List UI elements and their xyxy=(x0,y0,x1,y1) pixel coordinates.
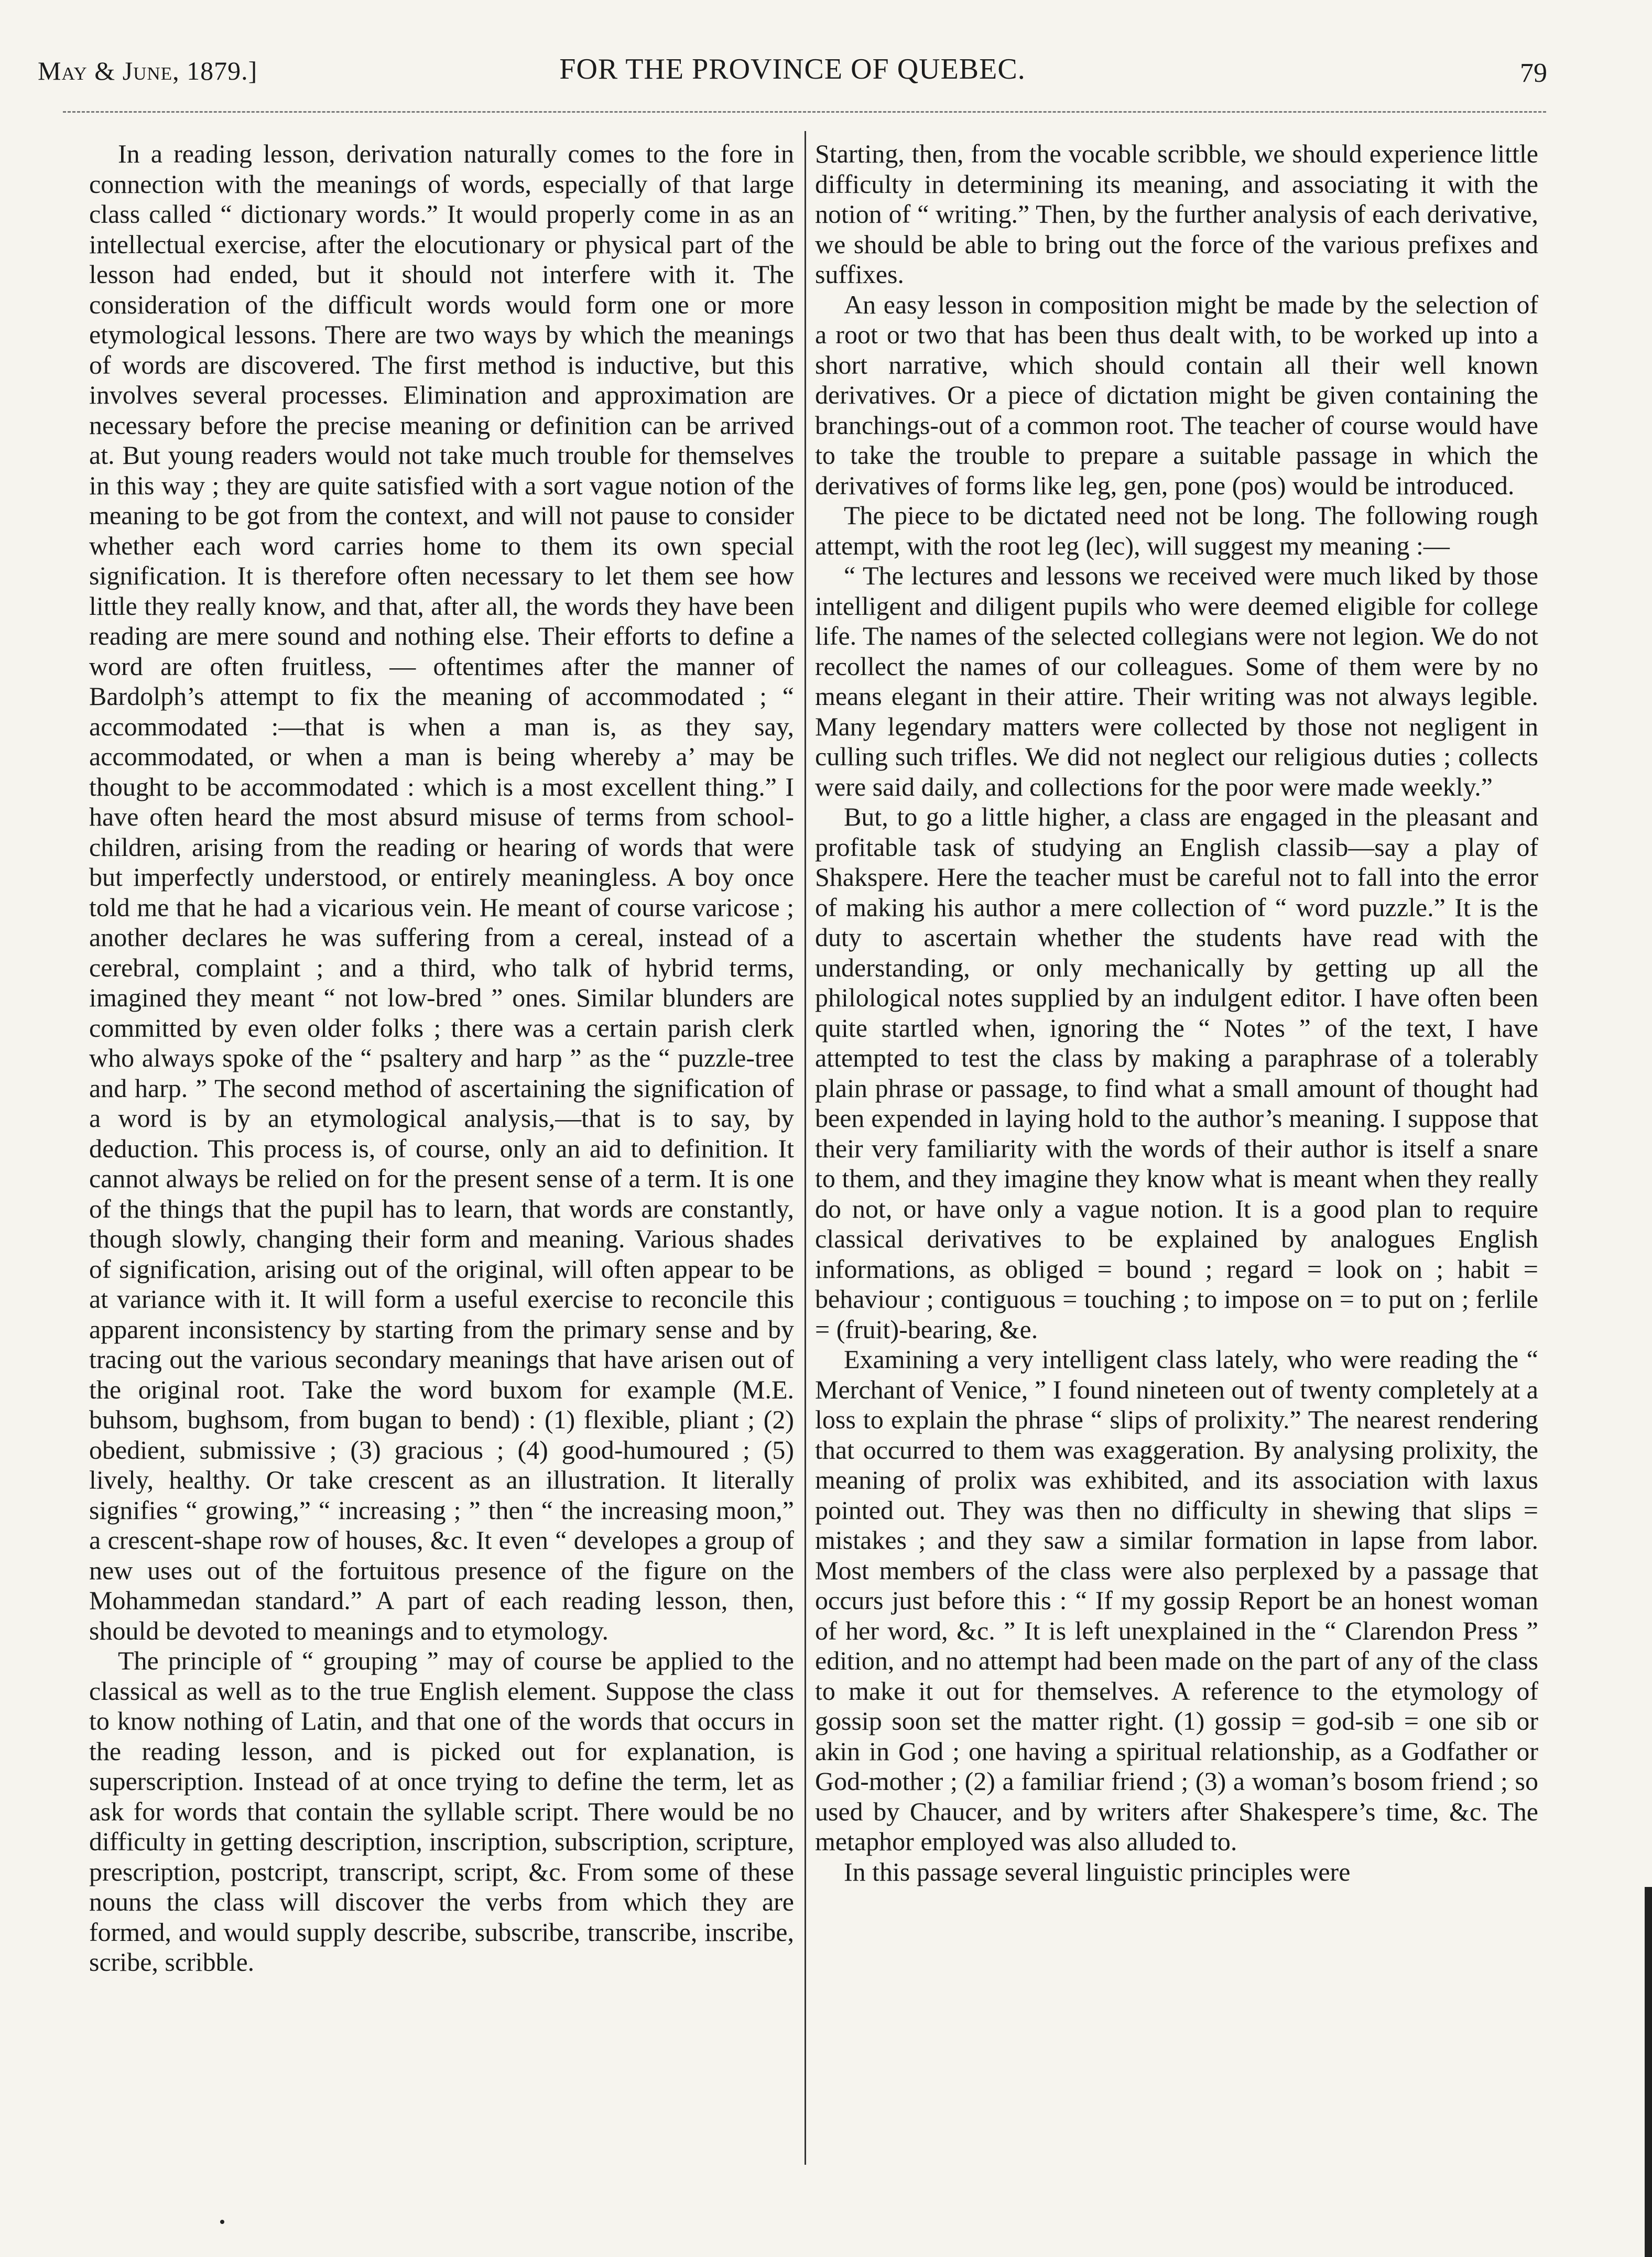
ink-speck xyxy=(220,2220,224,2224)
paragraph: The piece to be dictated need not be long. The following rough attempt, with the root leg (lec), will suggest my meaning :— xyxy=(815,501,1538,560)
paragraph: An easy lesson in composition might be made by the selection of a root or two that has been thus dealt with, to be worked up into a short narrative, which should contain all their well known derivatives. Or a piece of dictation might be given containing the branchings-out of a common root. The teacher of course would have to take the trouble to prepare a suitable passage in which the derivatives of forms like leg, gen, pone (pos) would be introduced. xyxy=(815,289,1538,500)
right-column xyxy=(815,139,1538,2167)
paragraph: In a reading lesson, derivation naturally comes to the fore in connection with the meanings of words, especially of that large class called “ dictionary words.” It would properly come in as an intellectual exercise, after the elocutionary or physical part of the lesson had ended, but it should not interfere with it. The consideration of the difficult words would form one or more etymological lessons. There are two ways by which the meanings of words are discovered. The first method is inductive, but this involves several processes. Elimination and approximation are necessary before the precise meaning or definition can be arrived at. But young readers would not take much trouble for themselves in this way ; they are quite satisfied with a sort vague notion of the meaning to be got from the context, and will not pause to consider whether each word carries home to them its own special signification. It is therefore often necessary to let them see how little they really know, and that, after all, the words they have been reading are mere sound and nothing else. Their efforts to define a word are often fruitless, — oftentimes after the manner of Bardolph’s attempt to fix the meaning of accommodated ; “ accommodated :—that is when a man is, as they say, accommodated, or when a man is being whereby a’ may be thought to be accommodated : which is a most excellent thing.” I have often heard the most absurd misuse of terms from school-children, arising from the reading or hearing of words that were but imperfectly understood, or entirely meaningless. A boy once told me that he had a vicarious vein. He meant of course varicose ; another declares he was suffering from a cereal, instead of a cerebral, complaint ; and a third, who talk of hybrid terms, imagined they meant “ not low-bred ” ones. Similar blunders are committed by even older folks ; there was a certain parish clerk who always spoke of the “ psaltery and harp ” as the “ puzzle-tree and harp. ” The second method of ascertaining the signification of a word is by an etymological analysis,—that is to say, by deduction. This process is, of course, only an aid to definition. It cannot always be relied on for the present sense of a term. It is one of the things that the pupil has to learn, that words are constantly, though slowly, changing their form and meaning. Various shades of signification, arising out of the original, will often appear to be at variance with it. It will form a useful exercise to reconcile this apparent inconsistency by starting from the primary sense and by tracing out the various secondary meanings that have arisen out of the original root. Take the word buxom for example (M.E. buhsom, bughsom, from bugan to bend) : (1) flexible, pliant ; (2) obedient, submissive ; (3) gracious ; (4) good-humoured ; (5) lively, healthy. Or take crescent as an illustration. It literally signifies “ growing,” “ increasing ; ” then “ the increasing moon,” a crescent-shape row of houses, &c. It even “ developes a group of new uses out of the fortuitous presence of the figure on the Mohammedan standard.” A part of each reading lesson, then, should be devoted to meanings and to etymology. xyxy=(89,139,794,1645)
paragraph: Starting, then, from the vocable scribble, we should experience little difficulty in determining its meaning, and associating it with the notion of “ writing.” Then, by the further analysis of each derivative, we should be able to bring out the force of the various prefixes and suffixes. xyxy=(815,139,1538,289)
page-edge-shadow xyxy=(1645,1887,1652,2257)
header-rule xyxy=(63,111,1546,113)
column-divider xyxy=(805,131,806,2165)
paragraph: But, to go a little higher, a class are engaged in the pleasant and profitable task of studying an English classib—say a play of Shakspere. Here the teacher must be careful not to fall into the error of making his author a mere collection of “ word puzzle.” It is the duty to ascertain whether the students have read with the understanding, or only mechanically by getting up all the philological notes supplied by an indulgent editor. I have often been quite startled when, ignoring the “ Notes ” of the text, I have attempted to test the class by making a paraphrase of a tolerably plain phrase or passage, to find what a small amount of thought had been expended in laying hold to the author’s meaning. I suppose that their very familiarity with the words of their author is itself a snare to them, and they imagine they know what is meant when they really do not, or have only a vague notion. It is a good plan to require classical derivatives to be explained by analogues English informations, as obliged = bound ; regard = look on ; habit = behaviour ; contiguous = touching ; to impose on = to put on ; ferlile = (fruit)-bearing, &e. xyxy=(815,802,1538,1344)
paragraph: The principle of “ grouping ” may of course be applied to the classical as well as to the true English element. Suppose the class to know nothing of Latin, and that one of the words that occurs in the reading lesson, and is picked out for explanation, is superscription. Instead of at once trying to define the term, let as ask for words that contain the syllable script. There would be no difficulty in getting description, inscription, subscription, scripture, prescription, postcript, transcript, script, &c. From some of these nouns the class will discover the verbs from which they are formed, and would supply describe, subscribe, transcribe, inscribe, scribe, scribble. xyxy=(89,1646,794,1977)
running-header xyxy=(38,52,1547,100)
page-number: 79 xyxy=(1520,58,1547,88)
left-column xyxy=(89,139,794,2167)
dictation-quote: “ The lectures and lessons we received were much liked by those intelligent and diligent pupils who were deemed eligible for college life. The names of the selected collegians were not legion. We do not recollect the names of our colleagues. Some of them were by no means elegant in their attire. Their writing was not always legible. Many legendary matters were collected by those not negligent in culling such trifles. We did not neglect our religious duties ; collects were said daily, and collections for the poor were made weekly.” xyxy=(815,561,1538,801)
issue-date: May & June, 1879.] xyxy=(38,56,258,85)
paragraph: Examining a very intelligent class lately, who were reading the “ Merchant of Venice, ” I found nineteen out of twenty completely at a loss to explain the phrase “ slips of prolixity.” The nearest rendering that occurred to them was exaggeration. By analysing prolixity, the meaning of prolix was exhibited, and its association with laxus pointed out. They was then no difficulty in shewing that slips = mistakes ; and they saw a similar formation in lapse from labor. Most members of the class were also perplexed by a passage that occurs just before this : “ If my gossip Report be an honest woman of her word, &c. ” It is left unexplained in the “ Clarendon Press ” edition, and no attempt had been made on the part of any of the class to make it out for themselves. A reference to the etymology of gossip soon set the matter right. (1) gossip = god-sib = one sib or akin in God ; one having a spiritual relationship, as a Godfather or God-mother ; (2) a familiar friend ; (3) a woman’s bosom friend ; so used by Chaucer, and by writers after Shakespere’s time, &c. The metaphor employed was also alluded to. xyxy=(815,1344,1538,1856)
paragraph: In this passage several linguistic principles were xyxy=(844,1857,1351,1886)
running-title: FOR THE PROVINCE OF QUEBEC. xyxy=(559,53,1026,85)
